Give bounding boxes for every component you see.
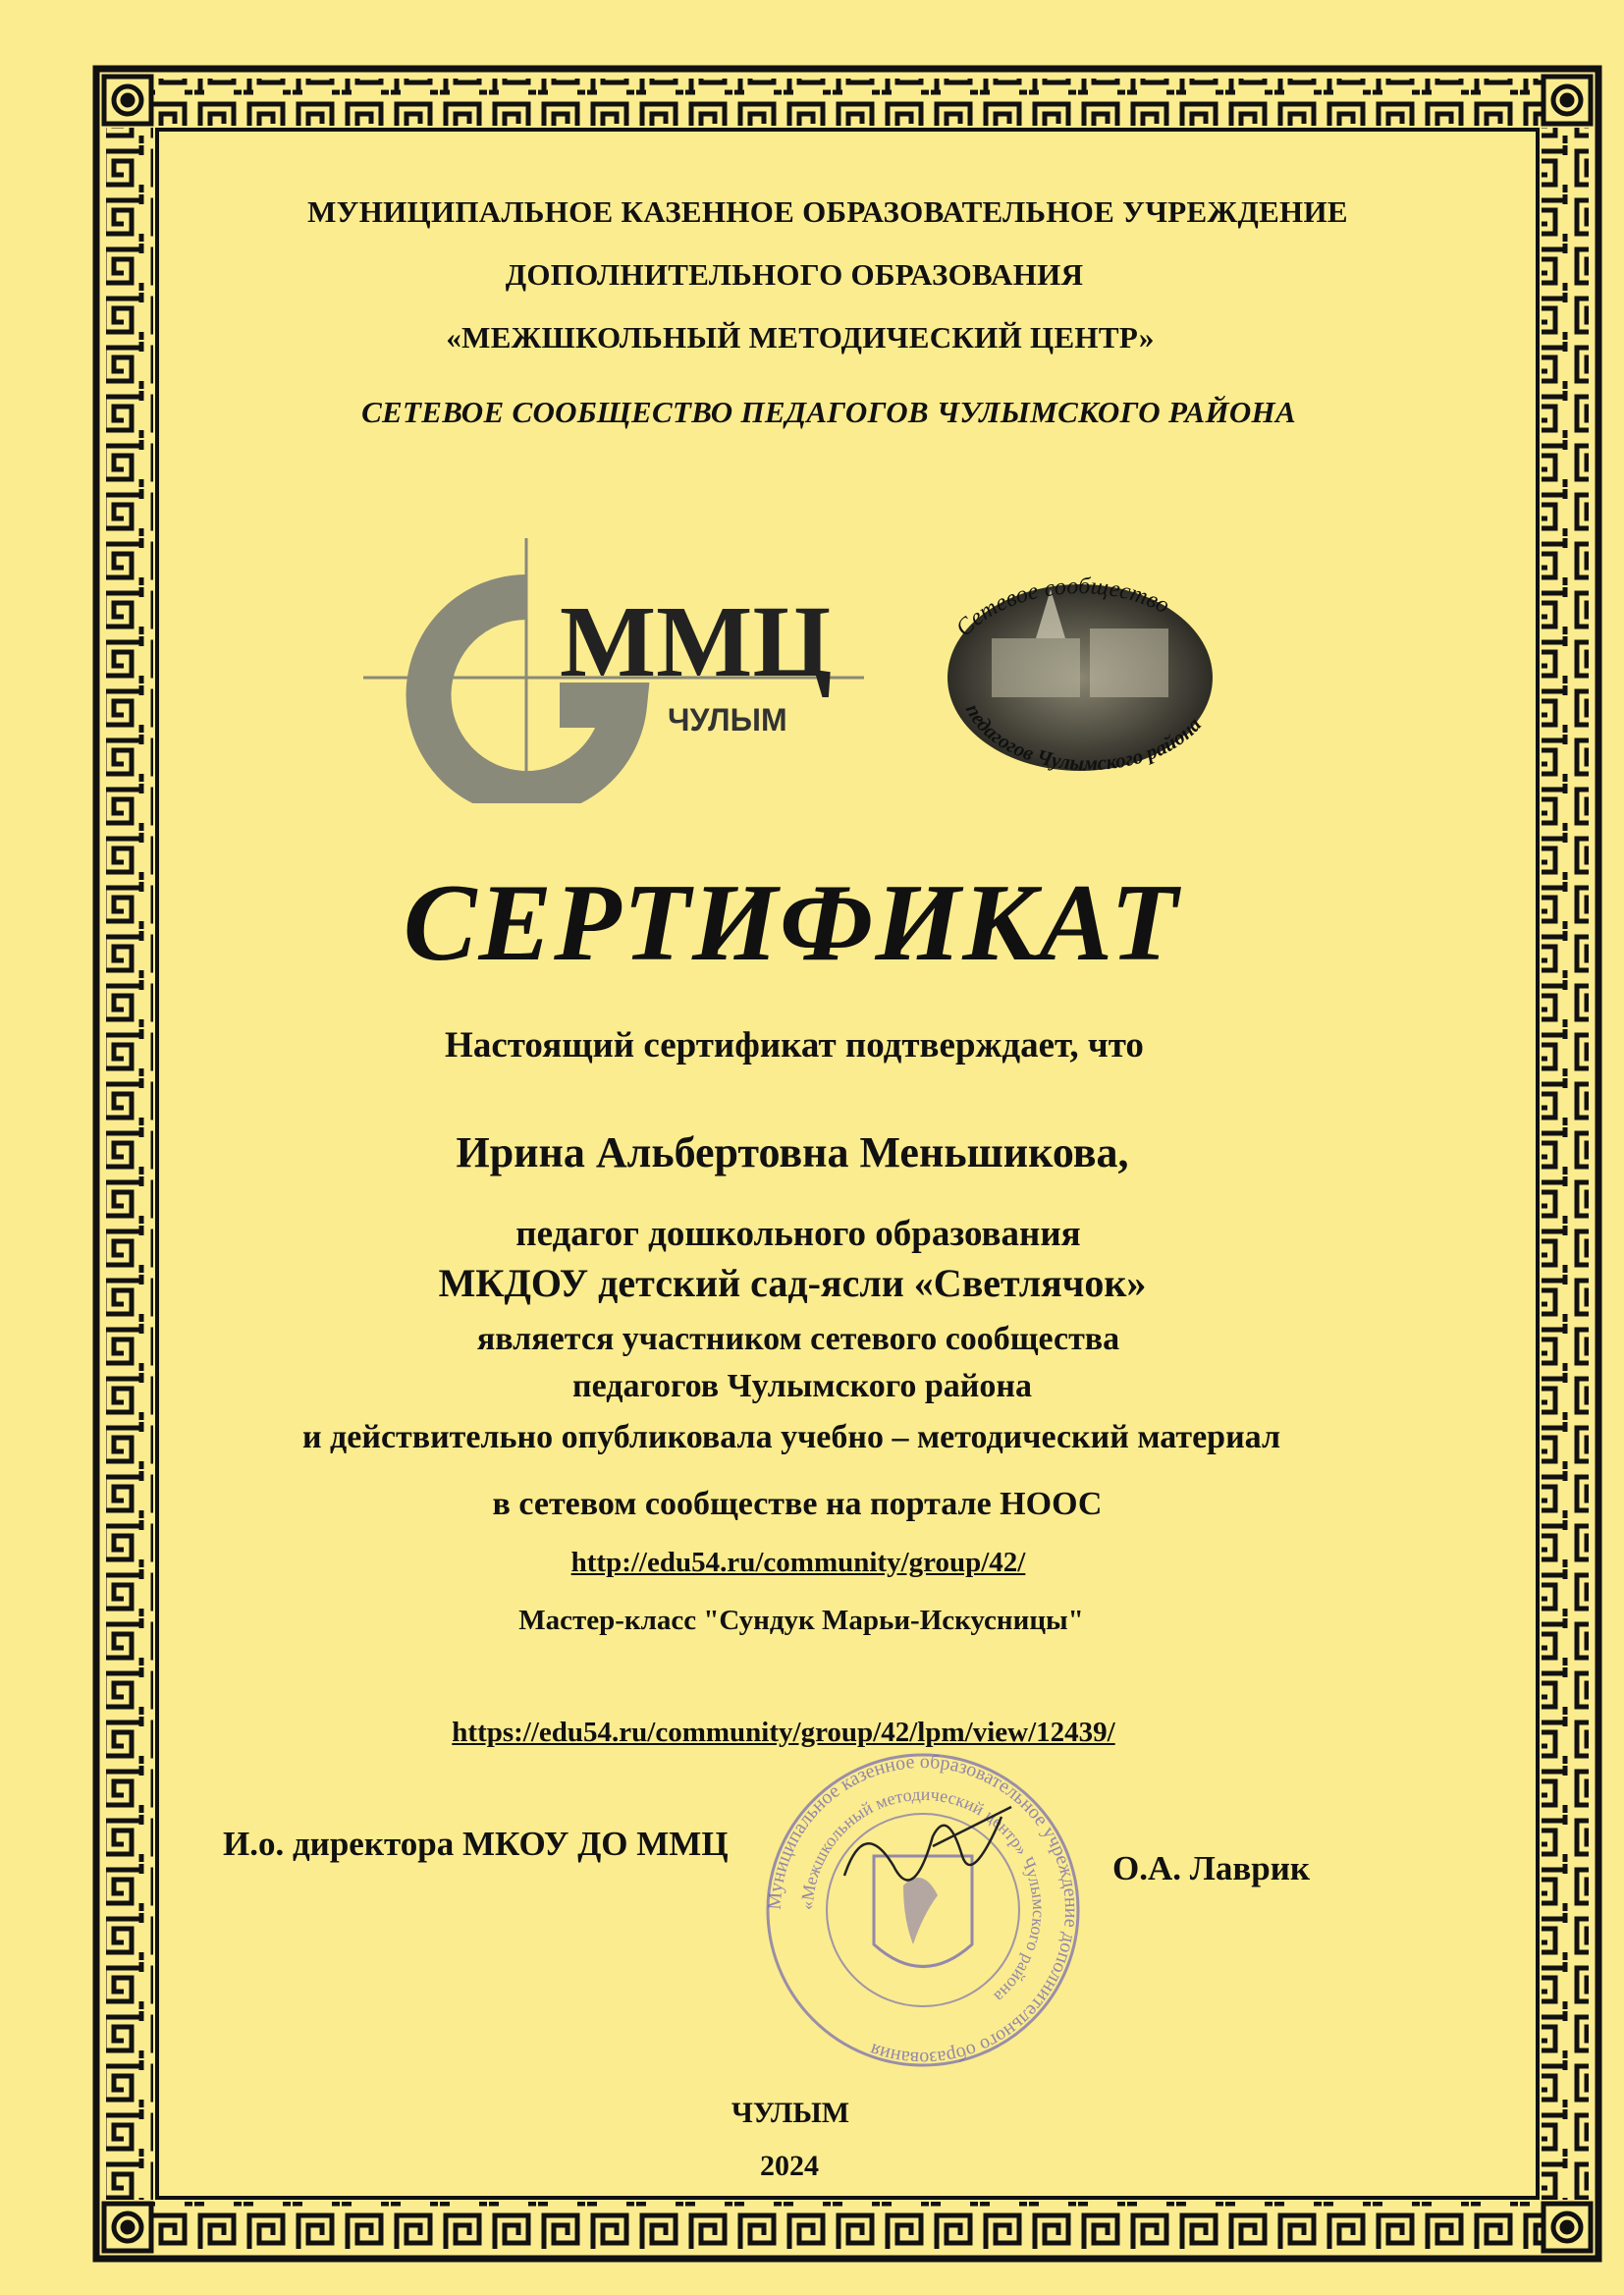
- footer-year: 2024: [760, 2150, 819, 2182]
- official-stamp: [756, 1748, 1090, 2072]
- community-logo: [923, 550, 1237, 805]
- mmc-logo-subtitle: ЧУЛЫМ: [668, 702, 787, 738]
- header-line-1: МУНИЦИПАЛЬНОЕ КАЗЕННОЕ ОБРАЗОВАТЕЛЬНОЕ УЧРЕЖДЕНИЕ: [307, 194, 1348, 229]
- director-name: О.А. Лаврик: [1112, 1849, 1311, 1887]
- community-logo-top-text: Сетевое сообщество: [950, 574, 1174, 642]
- community-link[interactable]: http://edu54.ru/community/group/42/: [570, 1547, 1026, 1578]
- mmc-logo: [353, 538, 864, 803]
- community-logo-bottom-text: педагогов Чулымского района: [960, 699, 1206, 776]
- header-line-2: ДОПОЛНИТЕЛЬНОГО ОБРАЗОВАНИЯ: [505, 257, 1084, 292]
- recipient-organization: МКДОУ детский сад-ясли «Светлячок»: [438, 1261, 1147, 1305]
- recipient-position: педагог дошкольного образования: [515, 1214, 1081, 1254]
- header-line-4: СЕТЕВОЕ СООБЩЕСТВО ПЕДАГОГОВ ЧУЛЫМСКОГО РАЙОНА: [361, 395, 1296, 429]
- mmc-logo-title: ММЦ: [560, 585, 833, 698]
- body-line-2: педагогов Чулымского района: [572, 1368, 1032, 1404]
- stamp-outer-text: Муниципальное казенное образовательное учреждение дополнительного образования: [763, 1750, 1083, 2070]
- header-line-3: «МЕЖШКОЛЬНЫЙ МЕТОДИЧЕСКИЙ ЦЕНТР»: [446, 320, 1155, 355]
- stamp-inner-text: «Межшкольный методический центр» Чулымского района: [796, 1783, 1050, 2007]
- material-title: Мастер-класс "Сундук Марьи-Искусницы": [518, 1605, 1084, 1636]
- certificate-title: СЕРТИФИКАТ: [403, 862, 1180, 984]
- recipient-name: Ирина Альбертовна Меньшикова,: [456, 1128, 1129, 1176]
- body-line-3: и действительно опубликовала учебно – методический материал: [301, 1419, 1281, 1455]
- body-line-4: в сетевом сообществе на портале НООС: [492, 1486, 1103, 1522]
- intro-text: Настоящий сертификат подтверждает, что: [445, 1025, 1144, 1066]
- body-line-1: является участником сетевого сообщества: [476, 1321, 1120, 1357]
- material-link[interactable]: https://edu54.ru/community/group/42/lpm/view/12439/: [452, 1717, 1115, 1748]
- footer-city: ЧУЛЫМ: [731, 2097, 850, 2129]
- director-title: И.о. директора МКОУ ДО ММЦ: [223, 1825, 729, 1863]
